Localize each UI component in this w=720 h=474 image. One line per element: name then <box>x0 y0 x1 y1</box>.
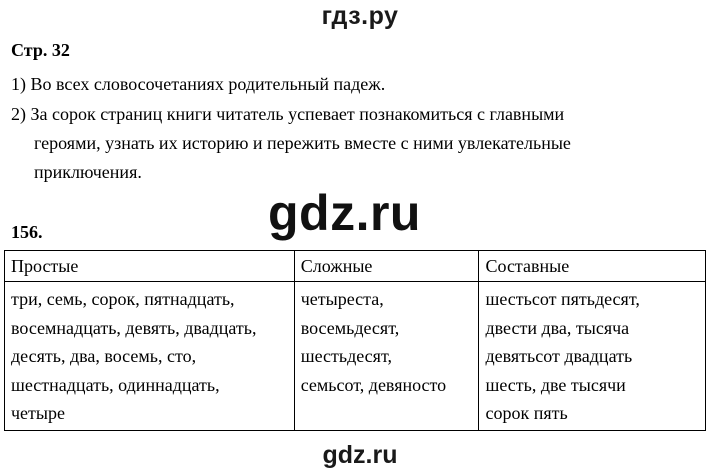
answer-1-line: 1) Во всех словосочетаниях родительный падеж. <box>11 74 386 94</box>
cell-line: семьсот, девяносто <box>300 374 447 395</box>
cell-line: три, семь, сорок, пятнадцать, <box>11 289 235 309</box>
cell-simple <box>5 282 295 431</box>
answer-2-line: героями, узнать их историю и пережить вместе с ними увлекательные <box>34 133 571 153</box>
table-row <box>5 282 706 431</box>
cell-complex <box>294 282 479 431</box>
cell-line: шестьдесят, <box>300 346 392 366</box>
cell-line: десять, два, восемь, сто, <box>11 346 197 366</box>
answer-2-line: 2) За сорок страниц книги читатель успевает познакомиться с главными <box>11 104 565 124</box>
numerals-table <box>4 250 706 431</box>
cell-line: шестнадцать, одиннадцать, <box>11 374 220 395</box>
cell-line: сорок пять <box>485 403 568 423</box>
watermark-top: гдз.ру <box>321 2 399 30</box>
watermark-middle: gdz.ru <box>268 185 421 241</box>
cell-line: шесть, две тысячи <box>485 374 626 395</box>
table-header-row <box>5 251 706 282</box>
answer-2-line: приключения. <box>34 162 142 182</box>
cell-compound <box>479 282 706 431</box>
cell-line: четыреста, <box>300 289 384 309</box>
cell-line: шестьсот пятьдесят, <box>485 289 640 309</box>
header-simple: Простые <box>5 251 295 282</box>
cell-line: восемьдесят, <box>300 317 400 338</box>
cell-line: четыре <box>11 403 65 423</box>
cell-line: двести два, тысяча <box>485 317 630 338</box>
page-heading: Стр. 32 <box>11 40 70 60</box>
cell-line: девятьсот двадцать <box>485 346 633 366</box>
answer-1 <box>11 70 385 99</box>
header-complex: Сложные <box>294 251 479 282</box>
watermark-bottom: gdz.ru <box>322 441 398 469</box>
cell-line: восемнадцать, девять, двадцать, <box>11 317 257 338</box>
answer-2 <box>11 100 571 187</box>
task-number: 156. <box>11 222 43 242</box>
header-compound: Составные <box>479 251 706 282</box>
